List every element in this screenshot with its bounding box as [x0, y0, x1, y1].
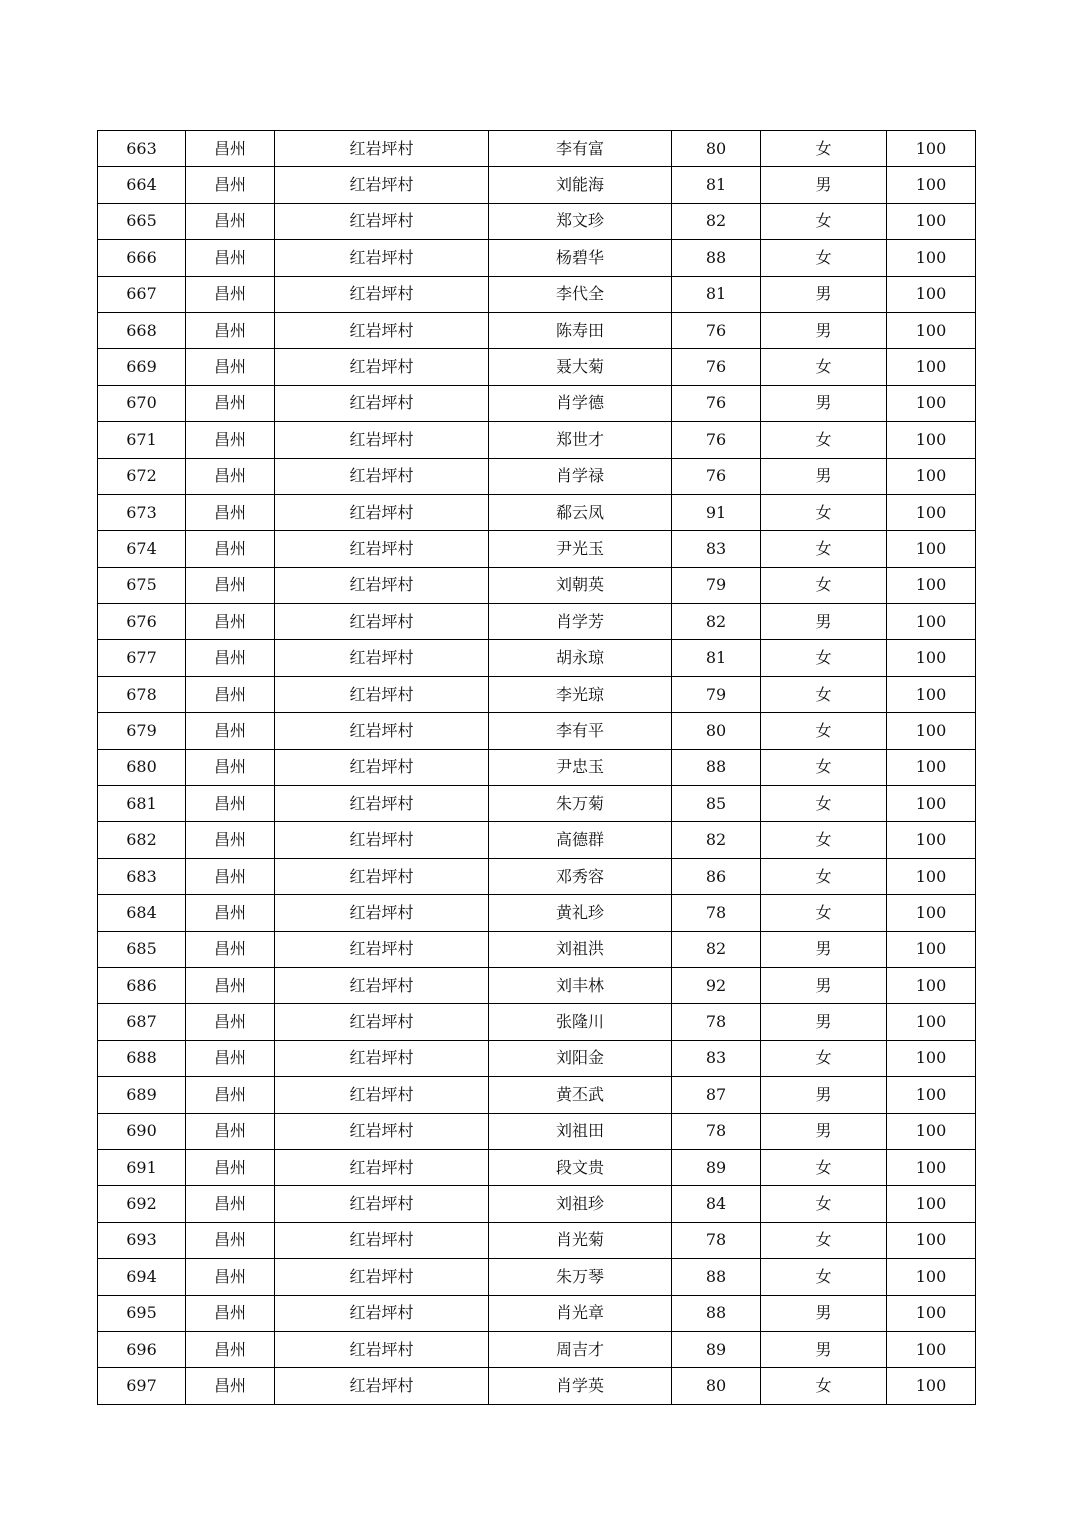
table-row — [98, 749, 976, 785]
age-cell: 91 — [672, 494, 761, 530]
township-cell: 昌州 — [186, 713, 275, 749]
age-cell: 82 — [672, 604, 761, 640]
village-cell: 红岩坪村 — [275, 1331, 489, 1367]
village-cell: 红岩坪村 — [275, 640, 489, 676]
age-cell: 81 — [672, 276, 761, 312]
name-cell: 胡永琼 — [489, 640, 672, 676]
village-cell: 红岩坪村 — [275, 131, 489, 167]
amount-cell: 100 — [887, 676, 976, 712]
row-number-cell: 676 — [98, 604, 186, 640]
township-cell: 昌州 — [186, 276, 275, 312]
age-cell: 76 — [672, 422, 761, 458]
row-number-cell: 674 — [98, 531, 186, 567]
row-number-cell: 679 — [98, 713, 186, 749]
amount-cell: 100 — [887, 640, 976, 676]
township-cell: 昌州 — [186, 1004, 275, 1040]
table-row — [98, 895, 976, 931]
gender-cell: 女 — [761, 822, 887, 858]
township-cell: 昌州 — [186, 1331, 275, 1367]
age-cell: 85 — [672, 786, 761, 822]
name-cell: 杨碧华 — [489, 240, 672, 276]
row-number-cell: 688 — [98, 1040, 186, 1076]
table-row — [98, 1113, 976, 1149]
gender-cell: 男 — [761, 1331, 887, 1367]
table-row — [98, 1040, 976, 1076]
amount-cell: 100 — [887, 1004, 976, 1040]
village-cell: 红岩坪村 — [275, 858, 489, 894]
village-cell: 红岩坪村 — [275, 349, 489, 385]
gender-cell: 女 — [761, 1368, 887, 1404]
row-number-cell: 687 — [98, 1004, 186, 1040]
township-cell: 昌州 — [186, 640, 275, 676]
row-number-cell: 664 — [98, 167, 186, 203]
row-number-cell: 690 — [98, 1113, 186, 1149]
table-row — [98, 567, 976, 603]
amount-cell: 100 — [887, 494, 976, 530]
township-cell: 昌州 — [186, 676, 275, 712]
table-row — [98, 167, 976, 203]
amount-cell: 100 — [887, 276, 976, 312]
gender-cell: 女 — [761, 531, 887, 567]
table-row — [98, 1149, 976, 1185]
name-cell: 黄礼珍 — [489, 895, 672, 931]
amount-cell: 100 — [887, 422, 976, 458]
village-cell: 红岩坪村 — [275, 1186, 489, 1222]
amount-cell: 100 — [887, 1077, 976, 1113]
village-cell: 红岩坪村 — [275, 385, 489, 421]
row-number-cell: 675 — [98, 567, 186, 603]
name-cell: 尹光玉 — [489, 531, 672, 567]
amount-cell: 100 — [887, 1368, 976, 1404]
gender-cell: 女 — [761, 640, 887, 676]
age-cell: 78 — [672, 1222, 761, 1258]
gender-cell: 男 — [761, 967, 887, 1003]
age-cell: 79 — [672, 676, 761, 712]
gender-cell: 男 — [761, 312, 887, 348]
village-cell: 红岩坪村 — [275, 822, 489, 858]
age-cell: 84 — [672, 1186, 761, 1222]
table-row — [98, 422, 976, 458]
age-cell: 92 — [672, 967, 761, 1003]
township-cell: 昌州 — [186, 240, 275, 276]
gender-cell: 男 — [761, 385, 887, 421]
roster-table — [97, 130, 976, 1405]
township-cell: 昌州 — [186, 131, 275, 167]
amount-cell: 100 — [887, 1040, 976, 1076]
row-number-cell: 686 — [98, 967, 186, 1003]
name-cell: 肖光章 — [489, 1295, 672, 1331]
table-row — [98, 713, 976, 749]
village-cell: 红岩坪村 — [275, 1259, 489, 1295]
table-row — [98, 385, 976, 421]
gender-cell: 女 — [761, 567, 887, 603]
age-cell: 88 — [672, 1295, 761, 1331]
amount-cell: 100 — [887, 749, 976, 785]
gender-cell: 男 — [761, 604, 887, 640]
name-cell: 高德群 — [489, 822, 672, 858]
village-cell: 红岩坪村 — [275, 494, 489, 530]
amount-cell: 100 — [887, 1295, 976, 1331]
table-row — [98, 240, 976, 276]
village-cell: 红岩坪村 — [275, 1004, 489, 1040]
table-row — [98, 531, 976, 567]
name-cell: 刘祖田 — [489, 1113, 672, 1149]
village-cell: 红岩坪村 — [275, 967, 489, 1003]
township-cell: 昌州 — [186, 858, 275, 894]
table-row — [98, 458, 976, 494]
table-row — [98, 676, 976, 712]
table-row — [98, 1259, 976, 1295]
row-number-cell: 669 — [98, 349, 186, 385]
gender-cell: 女 — [761, 1222, 887, 1258]
table-row — [98, 203, 976, 239]
village-cell: 红岩坪村 — [275, 276, 489, 312]
age-cell: 82 — [672, 822, 761, 858]
township-cell: 昌州 — [186, 167, 275, 203]
gender-cell: 男 — [761, 1113, 887, 1149]
row-number-cell: 667 — [98, 276, 186, 312]
name-cell: 郑文珍 — [489, 203, 672, 239]
age-cell: 88 — [672, 1259, 761, 1295]
row-number-cell: 685 — [98, 931, 186, 967]
township-cell: 昌州 — [186, 604, 275, 640]
amount-cell: 100 — [887, 1149, 976, 1185]
table-row — [98, 858, 976, 894]
table-row — [98, 312, 976, 348]
row-number-cell: 665 — [98, 203, 186, 239]
village-cell: 红岩坪村 — [275, 1040, 489, 1076]
township-cell: 昌州 — [186, 1077, 275, 1113]
row-number-cell: 683 — [98, 858, 186, 894]
township-cell: 昌州 — [186, 895, 275, 931]
amount-cell: 100 — [887, 458, 976, 494]
township-cell: 昌州 — [186, 312, 275, 348]
gender-cell: 女 — [761, 676, 887, 712]
gender-cell: 男 — [761, 167, 887, 203]
age-cell: 76 — [672, 385, 761, 421]
gender-cell: 男 — [761, 1004, 887, 1040]
village-cell: 红岩坪村 — [275, 567, 489, 603]
amount-cell: 100 — [887, 531, 976, 567]
amount-cell: 100 — [887, 167, 976, 203]
village-cell: 红岩坪村 — [275, 458, 489, 494]
table-row — [98, 494, 976, 530]
name-cell: 聂大菊 — [489, 349, 672, 385]
township-cell: 昌州 — [186, 1186, 275, 1222]
gender-cell: 女 — [761, 494, 887, 530]
name-cell: 陈寿田 — [489, 312, 672, 348]
village-cell: 红岩坪村 — [275, 203, 489, 239]
gender-cell: 女 — [761, 895, 887, 931]
gender-cell: 女 — [761, 749, 887, 785]
name-cell: 尹忠玉 — [489, 749, 672, 785]
amount-cell: 100 — [887, 931, 976, 967]
table-row — [98, 931, 976, 967]
gender-cell: 女 — [761, 131, 887, 167]
gender-cell: 女 — [761, 858, 887, 894]
village-cell: 红岩坪村 — [275, 895, 489, 931]
table-row — [98, 1331, 976, 1367]
age-cell: 82 — [672, 931, 761, 967]
roster-body — [98, 131, 976, 1405]
table-row — [98, 1186, 976, 1222]
township-cell: 昌州 — [186, 349, 275, 385]
table-row — [98, 1295, 976, 1331]
gender-cell: 女 — [761, 1149, 887, 1185]
township-cell: 昌州 — [186, 786, 275, 822]
age-cell: 79 — [672, 567, 761, 603]
amount-cell: 100 — [887, 1222, 976, 1258]
amount-cell: 100 — [887, 1113, 976, 1149]
table-row — [98, 349, 976, 385]
row-number-cell: 684 — [98, 895, 186, 931]
age-cell: 86 — [672, 858, 761, 894]
table-row — [98, 1222, 976, 1258]
township-cell: 昌州 — [186, 967, 275, 1003]
amount-cell: 100 — [887, 349, 976, 385]
row-number-cell: 668 — [98, 312, 186, 348]
name-cell: 刘祖洪 — [489, 931, 672, 967]
village-cell: 红岩坪村 — [275, 1368, 489, 1404]
row-number-cell: 678 — [98, 676, 186, 712]
row-number-cell: 666 — [98, 240, 186, 276]
gender-cell: 男 — [761, 1295, 887, 1331]
name-cell: 李代全 — [489, 276, 672, 312]
amount-cell: 100 — [887, 1331, 976, 1367]
age-cell: 81 — [672, 640, 761, 676]
township-cell: 昌州 — [186, 1259, 275, 1295]
township-cell: 昌州 — [186, 531, 275, 567]
age-cell: 78 — [672, 1004, 761, 1040]
table-row — [98, 1368, 976, 1404]
gender-cell: 女 — [761, 1259, 887, 1295]
amount-cell: 100 — [887, 1186, 976, 1222]
row-number-cell: 670 — [98, 385, 186, 421]
village-cell: 红岩坪村 — [275, 786, 489, 822]
village-cell: 红岩坪村 — [275, 240, 489, 276]
age-cell: 76 — [672, 458, 761, 494]
name-cell: 李有富 — [489, 131, 672, 167]
amount-cell: 100 — [887, 786, 976, 822]
township-cell: 昌州 — [186, 422, 275, 458]
village-cell: 红岩坪村 — [275, 931, 489, 967]
amount-cell: 100 — [887, 713, 976, 749]
table-row — [98, 640, 976, 676]
row-number-cell: 663 — [98, 131, 186, 167]
amount-cell: 100 — [887, 1259, 976, 1295]
gender-cell: 女 — [761, 1186, 887, 1222]
name-cell: 郗云凤 — [489, 494, 672, 530]
table-row — [98, 786, 976, 822]
name-cell: 肖学德 — [489, 385, 672, 421]
table-row — [98, 131, 976, 167]
row-number-cell: 681 — [98, 786, 186, 822]
township-cell: 昌州 — [186, 1113, 275, 1149]
township-cell: 昌州 — [186, 494, 275, 530]
age-cell: 76 — [672, 312, 761, 348]
age-cell: 80 — [672, 1368, 761, 1404]
name-cell: 李有平 — [489, 713, 672, 749]
name-cell: 周吉才 — [489, 1331, 672, 1367]
name-cell: 刘阳金 — [489, 1040, 672, 1076]
row-number-cell: 672 — [98, 458, 186, 494]
amount-cell: 100 — [887, 967, 976, 1003]
township-cell: 昌州 — [186, 1295, 275, 1331]
amount-cell: 100 — [887, 822, 976, 858]
amount-cell: 100 — [887, 858, 976, 894]
table-row — [98, 276, 976, 312]
gender-cell: 男 — [761, 458, 887, 494]
name-cell: 段文贵 — [489, 1149, 672, 1185]
village-cell: 红岩坪村 — [275, 167, 489, 203]
village-cell: 红岩坪村 — [275, 713, 489, 749]
amount-cell: 100 — [887, 604, 976, 640]
name-cell: 刘朝英 — [489, 567, 672, 603]
amount-cell: 100 — [887, 567, 976, 603]
name-cell: 刘丰林 — [489, 967, 672, 1003]
village-cell: 红岩坪村 — [275, 1077, 489, 1113]
township-cell: 昌州 — [186, 749, 275, 785]
table-row — [98, 822, 976, 858]
gender-cell: 女 — [761, 422, 887, 458]
village-cell: 红岩坪村 — [275, 676, 489, 712]
row-number-cell: 695 — [98, 1295, 186, 1331]
row-number-cell: 680 — [98, 749, 186, 785]
age-cell: 89 — [672, 1331, 761, 1367]
gender-cell: 男 — [761, 1077, 887, 1113]
village-cell: 红岩坪村 — [275, 604, 489, 640]
age-cell: 82 — [672, 203, 761, 239]
name-cell: 朱万琴 — [489, 1259, 672, 1295]
name-cell: 朱万菊 — [489, 786, 672, 822]
table-row — [98, 1077, 976, 1113]
village-cell: 红岩坪村 — [275, 749, 489, 785]
name-cell: 肖光菊 — [489, 1222, 672, 1258]
name-cell: 肖学芳 — [489, 604, 672, 640]
gender-cell: 女 — [761, 1040, 887, 1076]
age-cell: 76 — [672, 349, 761, 385]
name-cell: 黄丕武 — [489, 1077, 672, 1113]
age-cell: 80 — [672, 713, 761, 749]
gender-cell: 男 — [761, 276, 887, 312]
age-cell: 89 — [672, 1149, 761, 1185]
gender-cell: 女 — [761, 349, 887, 385]
gender-cell: 男 — [761, 931, 887, 967]
table-row — [98, 1004, 976, 1040]
table-row — [98, 967, 976, 1003]
gender-cell: 女 — [761, 713, 887, 749]
row-number-cell: 696 — [98, 1331, 186, 1367]
township-cell: 昌州 — [186, 203, 275, 239]
township-cell: 昌州 — [186, 1149, 275, 1185]
age-cell: 78 — [672, 1113, 761, 1149]
row-number-cell: 689 — [98, 1077, 186, 1113]
age-cell: 80 — [672, 131, 761, 167]
row-number-cell: 697 — [98, 1368, 186, 1404]
row-number-cell: 671 — [98, 422, 186, 458]
age-cell: 81 — [672, 167, 761, 203]
village-cell: 红岩坪村 — [275, 1113, 489, 1149]
age-cell: 88 — [672, 240, 761, 276]
name-cell: 李光琼 — [489, 676, 672, 712]
amount-cell: 100 — [887, 203, 976, 239]
row-number-cell: 691 — [98, 1149, 186, 1185]
table-row — [98, 604, 976, 640]
township-cell: 昌州 — [186, 1040, 275, 1076]
age-cell: 78 — [672, 895, 761, 931]
age-cell: 88 — [672, 749, 761, 785]
amount-cell: 100 — [887, 312, 976, 348]
village-cell: 红岩坪村 — [275, 312, 489, 348]
township-cell: 昌州 — [186, 822, 275, 858]
row-number-cell: 692 — [98, 1186, 186, 1222]
township-cell: 昌州 — [186, 1368, 275, 1404]
gender-cell: 女 — [761, 786, 887, 822]
amount-cell: 100 — [887, 385, 976, 421]
row-number-cell: 694 — [98, 1259, 186, 1295]
village-cell: 红岩坪村 — [275, 422, 489, 458]
name-cell: 郑世才 — [489, 422, 672, 458]
age-cell: 87 — [672, 1077, 761, 1113]
row-number-cell: 682 — [98, 822, 186, 858]
village-cell: 红岩坪村 — [275, 531, 489, 567]
township-cell: 昌州 — [186, 385, 275, 421]
name-cell: 张隆川 — [489, 1004, 672, 1040]
township-cell: 昌州 — [186, 458, 275, 494]
township-cell: 昌州 — [186, 931, 275, 967]
village-cell: 红岩坪村 — [275, 1222, 489, 1258]
gender-cell: 女 — [761, 203, 887, 239]
row-number-cell: 673 — [98, 494, 186, 530]
amount-cell: 100 — [887, 895, 976, 931]
name-cell: 邓秀容 — [489, 858, 672, 894]
gender-cell: 女 — [761, 240, 887, 276]
village-cell: 红岩坪村 — [275, 1295, 489, 1331]
name-cell: 肖学禄 — [489, 458, 672, 494]
amount-cell: 100 — [887, 240, 976, 276]
name-cell: 刘能海 — [489, 167, 672, 203]
age-cell: 83 — [672, 1040, 761, 1076]
name-cell: 肖学英 — [489, 1368, 672, 1404]
age-cell: 83 — [672, 531, 761, 567]
village-cell: 红岩坪村 — [275, 1149, 489, 1185]
township-cell: 昌州 — [186, 567, 275, 603]
amount-cell: 100 — [887, 131, 976, 167]
township-cell: 昌州 — [186, 1222, 275, 1258]
row-number-cell: 677 — [98, 640, 186, 676]
row-number-cell: 693 — [98, 1222, 186, 1258]
name-cell: 刘祖珍 — [489, 1186, 672, 1222]
